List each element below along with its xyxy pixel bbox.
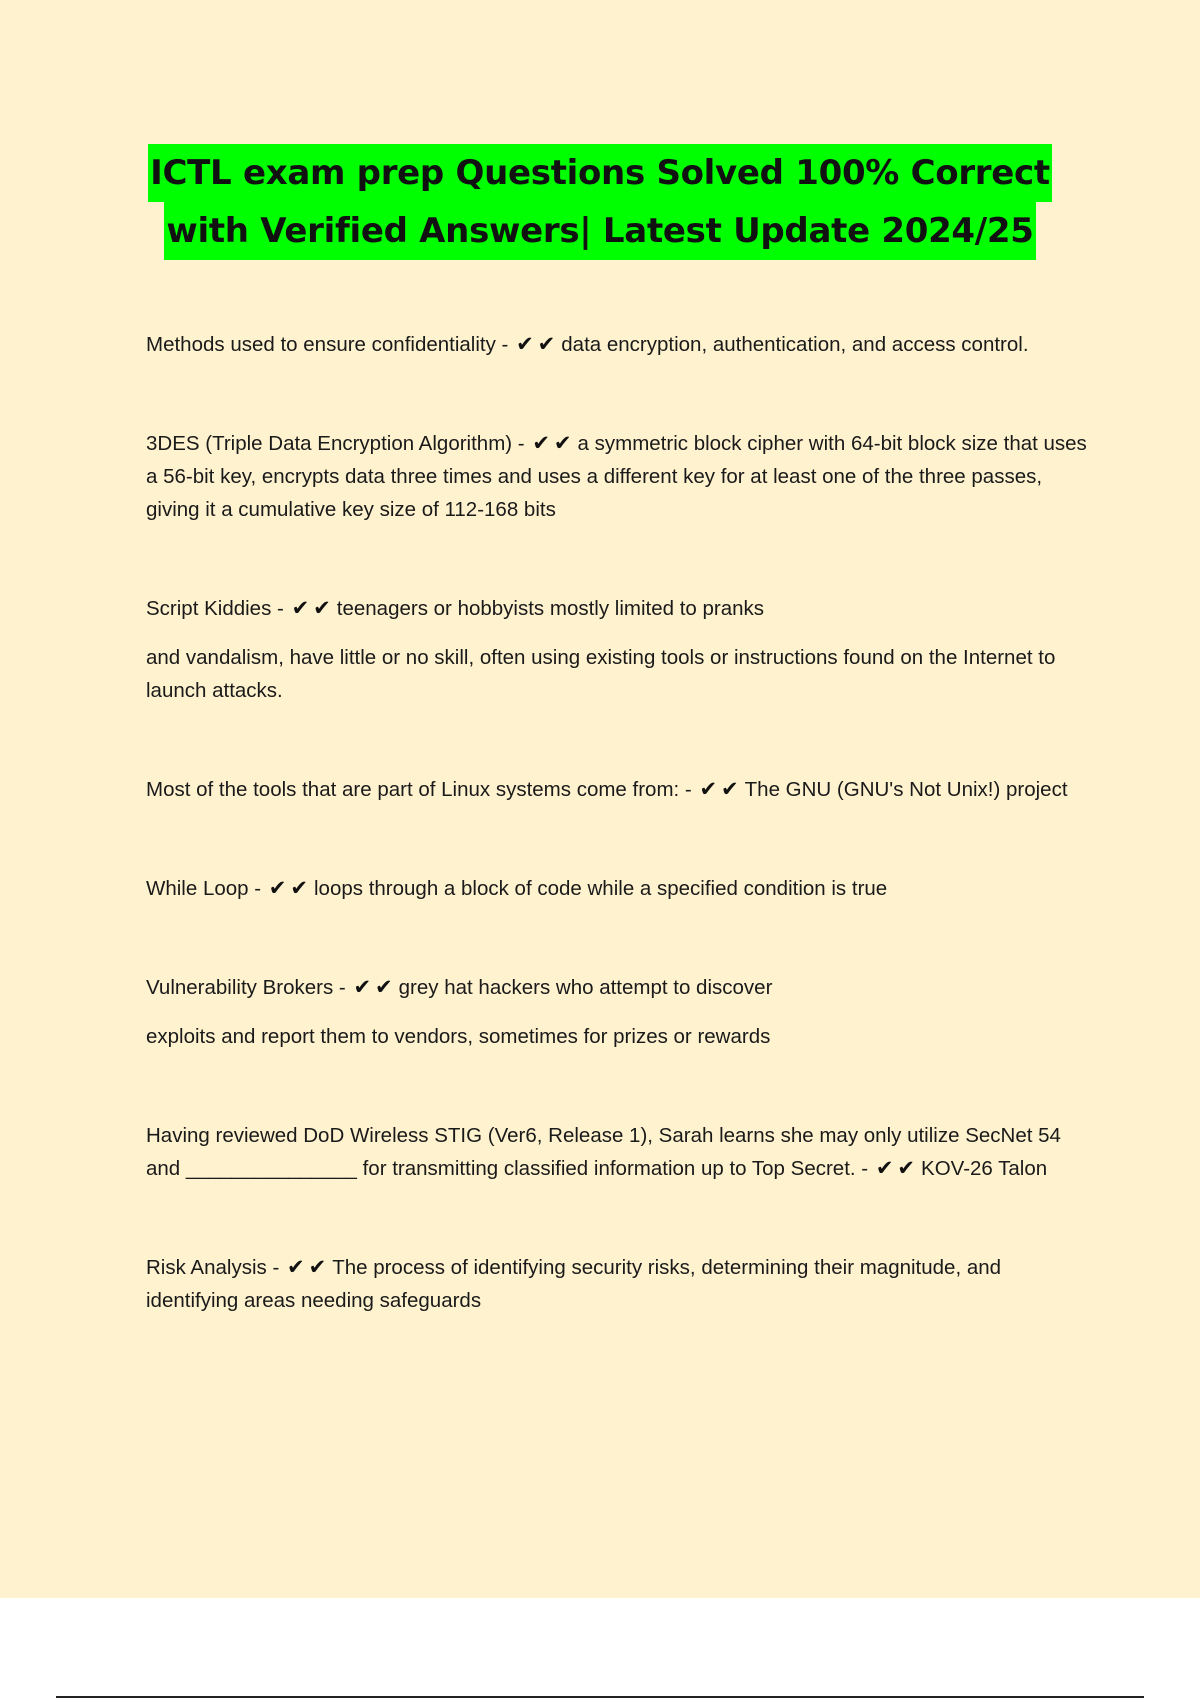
document-title xyxy=(0,144,1200,260)
qa-term: Vulnerability Brokers xyxy=(146,976,334,999)
double-check-icon: ✔✔ xyxy=(268,876,312,900)
qa-item-vulnerability-brokers xyxy=(146,971,1092,1053)
qa-answer: a symmetric block cipher with 64-bit block size that uses a 56-bit key, encrypts data three times and uses a different key for at least one of the three passes, giving it a cumulative key size of 112-168 bits xyxy=(146,432,1087,521)
double-check-icon: ✔✔ xyxy=(353,975,397,999)
qa-item-confidentiality-methods xyxy=(146,328,1092,361)
qa-separator: - xyxy=(855,1157,874,1180)
qa-answer: data encryption, authentication, and access control. xyxy=(561,333,1029,356)
qa-answer: grey hat hackers who attempt to discover xyxy=(398,976,773,999)
qa-term: While Loop xyxy=(146,877,249,900)
qa-answer: The process of identifying security risks, determining their magnitude, and identifying areas needing safeguards xyxy=(146,1256,1002,1312)
qa-answer: teenagers or hobbyists mostly limited to pranks xyxy=(336,597,765,620)
qa-separator: - xyxy=(495,333,515,356)
qa-separator: - xyxy=(271,597,290,620)
qa-answer: KOV-26 Talon xyxy=(921,1157,1048,1180)
qa-answer-continuation: exploits and report them to vendors, sometimes for prizes or rewards xyxy=(146,1025,771,1048)
double-check-icon: ✔✔ xyxy=(532,431,576,455)
qa-answer-continuation: and vandalism, have little or no skill, often using existing tools or instructions found on the Internet to launch attacks. xyxy=(146,646,1056,702)
title-line-1: ICTL exam prep Questions Solved 100% Correct xyxy=(148,144,1052,202)
footer-divider xyxy=(56,1696,1144,1698)
qa-item-wireless-stig xyxy=(146,1119,1092,1185)
qa-separator: - xyxy=(248,877,267,900)
double-check-icon: ✔✔ xyxy=(286,1255,331,1279)
qa-item-risk-analysis xyxy=(146,1251,1092,1317)
double-check-icon: ✔✔ xyxy=(516,332,560,356)
qa-term: Most of the tools that are part of Linux systems come from: xyxy=(146,778,680,801)
qa-separator: - xyxy=(512,432,531,455)
qa-item-script-kiddies xyxy=(146,592,1092,707)
qa-answer: loops through a block of code while a specified condition is true xyxy=(313,877,888,900)
qa-item-while-loop xyxy=(146,872,1092,905)
title-line-2: with Verified Answers| Latest Update 2024/25 xyxy=(164,202,1035,260)
qa-answer: The GNU (GNU's Not Unix!) project xyxy=(744,778,1068,801)
double-check-icon: ✔✔ xyxy=(699,777,743,801)
double-check-icon: ✔✔ xyxy=(875,1156,920,1180)
qa-list xyxy=(146,328,1092,1317)
qa-item-3des xyxy=(146,427,1092,526)
qa-term: Risk Analysis xyxy=(146,1256,267,1279)
double-check-icon: ✔✔ xyxy=(291,596,335,620)
qa-item-linux-tools xyxy=(146,773,1092,806)
qa-separator: - xyxy=(679,778,698,801)
qa-term: Having reviewed DoD Wireless STIG (Ver6, Release 1), Sarah learns she may only utilize SecNet 54 and _______________ for transmitting classified information up to Top Secret. xyxy=(146,1124,1061,1180)
qa-term: Methods used to ensure confidentiality xyxy=(146,333,496,356)
qa-term: Script Kiddies xyxy=(146,597,272,620)
qa-separator: - xyxy=(333,976,352,999)
qa-separator: - xyxy=(266,1256,285,1279)
qa-term: 3DES (Triple Data Encryption Algorithm) xyxy=(146,432,513,455)
